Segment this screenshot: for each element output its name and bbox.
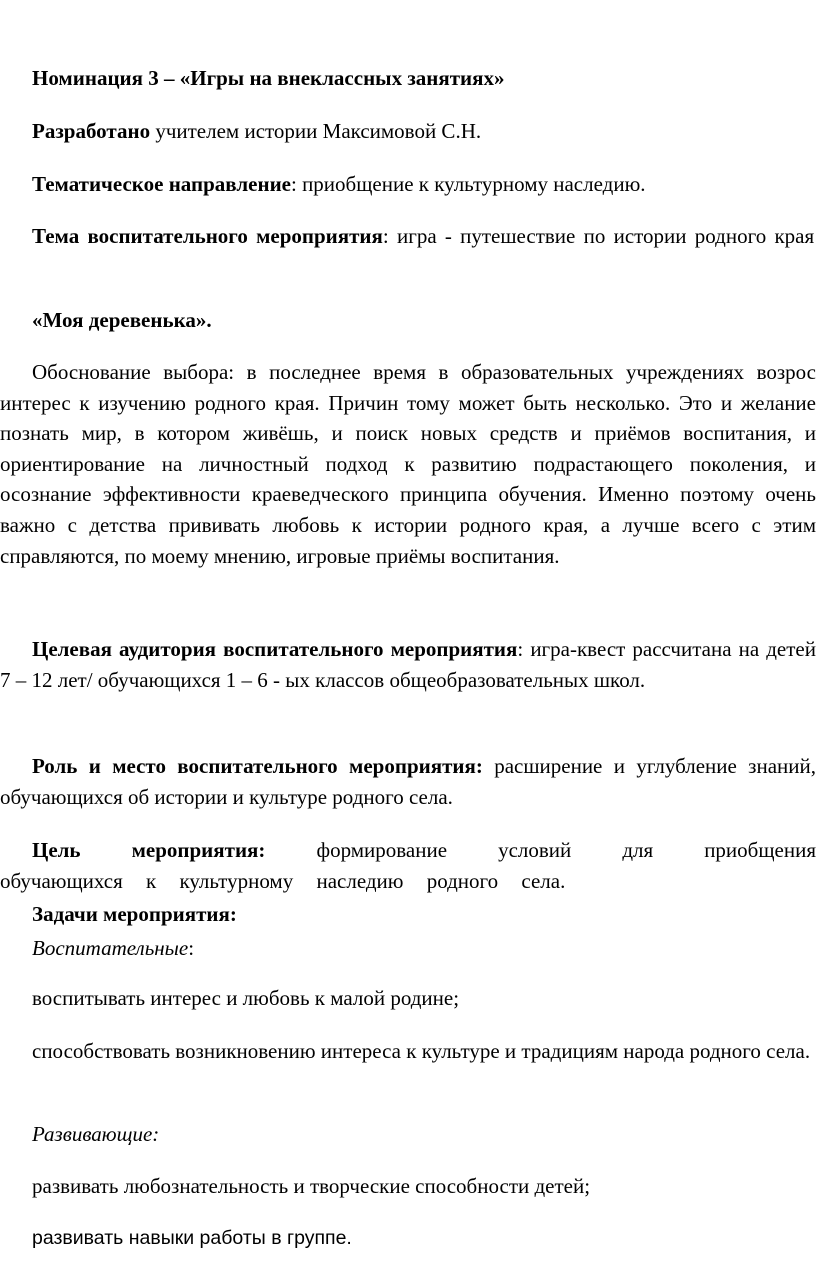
educational-subheading: Воспитательные: xyxy=(32,936,195,960)
developing-subheading: Развивающие: xyxy=(32,1122,160,1146)
tasks-heading: Задачи мероприятия: xyxy=(32,902,237,926)
task-item: способствовать возникновению интереса к культуре и традициям народа родного села. xyxy=(32,1039,811,1063)
developed-label: Разработано xyxy=(32,119,151,143)
audience-paragraph xyxy=(0,634,816,696)
goal-paragraph xyxy=(0,835,816,897)
topic-paragraph xyxy=(0,222,816,251)
task-item: воспитывать интерес и любовь к малой родине; xyxy=(32,986,460,1010)
developed-by-line xyxy=(0,117,816,146)
goal-label: Цель мероприятия: xyxy=(32,838,266,862)
developed-text: учителем истории Максимовой С.Н. xyxy=(150,119,482,143)
role-paragraph xyxy=(0,751,816,813)
role-label: Роль и место воспитательного мероприятия: xyxy=(32,754,483,778)
audience-label: Целевая аудитория воспитательного мероприятия xyxy=(32,637,518,661)
audience-text: : игра-квест рассчитана на детей 7 – 12 лет/ обучающихся 1 – 6 - ых классов общеобразовательных школ. xyxy=(0,637,816,692)
role-text: расширение и углубление знаний, обучающихся об истории и культуре родного села. xyxy=(0,754,816,809)
direction-text: : приобщение к культурному наследию. xyxy=(290,172,646,196)
educational-label: Воспитательные xyxy=(32,936,189,960)
task-item: развивать навыки работы в группе. xyxy=(32,1227,352,1249)
nomination-heading: Номинация 3 – «Игры на внеклассных занятиях» xyxy=(32,66,505,90)
justification-paragraph: Обоснование выбора: в последнее время в образовательных учреждениях возрос интерес к изучению родного края. Причин тому может быть несколько. Это и желание познать мир, в котором живёшь, и поиск новых средств и приёмов воспитания, и ориентирование на личностный подход к развитию подрастающего поколения, и осознание эффективности краеведческого принципа обучения. Именно поэтому очень важно с детства прививать любовь к истории родного края, а лучше всего с этим справляются, по моему мнению, игровые приёмы воспитания. xyxy=(0,360,816,568)
direction-line xyxy=(0,170,816,199)
direction-label: Тематическое направление xyxy=(32,172,291,196)
event-title: «Моя деревенька». xyxy=(32,308,212,332)
topic-label: Тема воспитательного мероприятия xyxy=(32,224,383,248)
topic-text: : игра - путешествие по истории родного края xyxy=(382,224,815,248)
goal-text: формирование условий для приобщения обучающихся к культурному наследию родного села. xyxy=(0,838,816,893)
task-item: развивать любознательность и творческие способности детей; xyxy=(32,1174,591,1198)
